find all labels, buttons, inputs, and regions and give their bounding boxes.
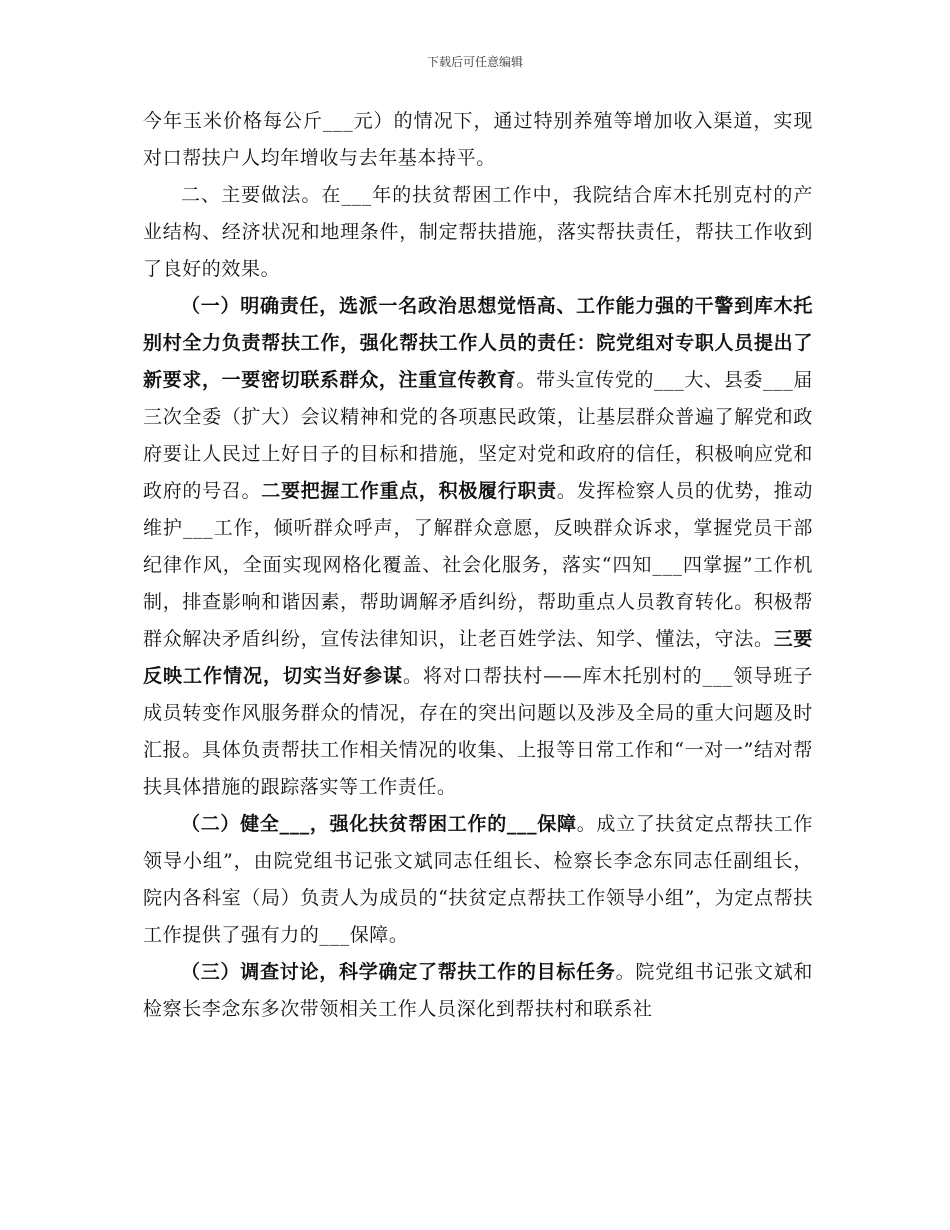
text-segment: 二、主要做法。在___年的扶贫帮困工作中，我院结合库木托别克村的产业结构、经济状况和地理条件，制定帮扶措施，落实帮扶责任，帮扶工作收到了良好的效果。: [143, 184, 813, 280]
bold-heading-segment: （三）调查讨论，科学确定了帮扶工作的目标任务: [181, 961, 616, 983]
text-segment: 。带头宣传党的___大、县委___届三次全委（扩大）会议精神和党的各项惠民政策，让基层群众普遍了解党和政府要让人民过上好日子的目标和措施，坚定对党和政府的信任，积极响应党和政府的号召。: [143, 369, 813, 502]
bold-heading-segment: 三要反映工作情况，切实当好参谋: [143, 628, 813, 687]
page-header: 下载后可任意编辑: [426, 55, 523, 69]
text-segment: 。院党组书记张文斌和检察长李念东多次带领相关工作人员深化到帮扶村和联系社: [143, 961, 813, 1020]
bold-heading-segment: （二）健全___，强化扶贫帮困工作的___保障: [181, 813, 577, 835]
text-segment: 今年玉米价格每公斤___元）的情况下，通过特别养殖等增加收入渠道，实现对口帮扶户人均年增收与去年基本持平。: [143, 110, 813, 169]
text-segment: 。发挥检察人员的优势，推动维护___工作，倾听群众呼声，了解群众意愿，反映群众诉求，掌握党员干部纪律作风，全面实现网格化覆盖、社会化服务，落实“四知___四掌握”工作机制，排查影响和谐因素，帮助调解矛盾纠纷，帮助重点人员教育转化。积极帮群众解决矛盾纠纷，宣传法律知识，让老百姓学法、知学、懂法，守法。: [143, 480, 813, 650]
paragraph-4: [143, 806, 813, 954]
paragraph-1: [143, 103, 813, 177]
bold-heading-segment: （一）明确责任，选派一名政治思想觉悟高、工作能力强的干警到库木托别村全力负责帮扶工作，强化帮扶工作人员的责任：院党组对专职人员提出了新要求，一要密切联系群众，注重宣传教育: [143, 295, 813, 391]
paragraph-5: [143, 954, 813, 1028]
paragraph-3: [143, 288, 813, 806]
text-segment: 。将对口帮扶村——库木托别村的___领导班子成员转变作风服务群众的情况，存在的突出问题以及涉及全局的重大问题及时汇报。具体负责帮扶工作相关情况的收集、上报等日常工作和“一对一”结对帮扶具体措施的跟踪落实等工作责任。: [143, 665, 813, 798]
paragraph-2: [143, 177, 813, 288]
bold-heading-segment: 二要把握工作重点，积极履行职责: [261, 480, 557, 502]
text-segment: 。成立了扶贫定点帮扶工作领导小组”，由院党组书记张文斌同志任组长、检察长李念东同志任副组长，院内各科室（局）负责人为成员的“扶贫定点帮扶工作领导小组”，为定点帮扶工作提供了强有力的___保障。: [143, 813, 813, 946]
document-body: [143, 103, 813, 1028]
